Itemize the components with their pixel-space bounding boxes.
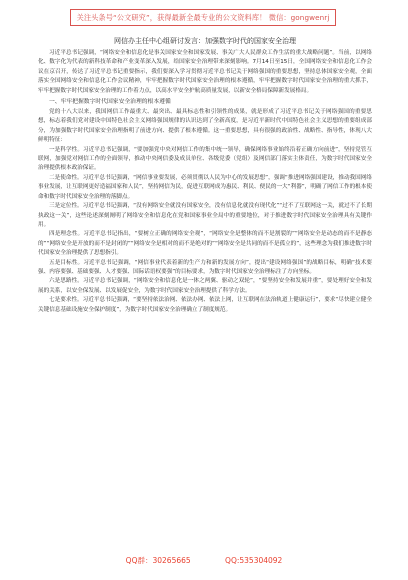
- qq-group-text: QQ群：30265665: [125, 556, 191, 565]
- promo-banner: 关注头条号“公文研究”，获得最新全最专业的公文资料库！ 微信：gongwenrj: [70, 9, 336, 26]
- paragraph: 七是要求性。习近平总书记强调，“要坚持依法治网、依法办网、依法上网，让互联网在法治轨道上健康运行”，要求“尽快建立健全关键信息基础设施安全保护制度”，为数字时代国家安全治理确立了制度规范。: [38, 297, 372, 313]
- contact-footer: [0, 554, 408, 568]
- intro-paragraph: 习近平总书记强调，“网络安全和信息化是事关国家安全和国家发展、事关广大人民群众工作生活的重大战略问题”。当前，以网络化、数字化为代表的新科技革命和产业变革深入发展，给国家安全治理带来深刻影响。7月14日至15日，全国网络安全和信息化工作会议在京召开，传达了习近平总书记重要指示，我们要深入学习贯彻习近平总书记关于网络强国的重要思想，坚持总体国家安全观，全面落实全国网络安全和信息化工作会议精神，牢牢把握数字时代国家安全治理的根本遵循，牢牢把握数字时代国家安全治理的重大抓手，牢牢把握数字时代国家安全治理的工作着力点，以高水平安全护航高质量发展，以新安全格局保障新发展格局。: [38, 50, 372, 94]
- paragraph: 二是使命性。习近平总书记强调，“网信事业要发展，必须贯彻以人民为中心的发展思想”，强调“推进网络强国建设，推动我国网络事业发展，让互联网更好造福国家和人民”，坚持网信为民，促进互联网成为惠民、利民、便民的一大“利器”，明确了网信工作的根本使命和数字时代国家安全治理的落脚点。: [38, 174, 372, 200]
- section-heading-1: 一、牢牢把握数字时代国家安全治理的根本遵循: [49, 99, 171, 106]
- document-title: 网信办主任中心组研讨发言：加强数字时代的国家安全治理: [114, 37, 296, 45]
- paragraph: 党的十八大以来，我国网信工作最重大、最突出、最具标志性和引领性的成果，就是形成了习近平总书记关于网络强国的重要思想，标志着我们党对建设中国特色社会主义网络强国规律的认识达到了全新高度，是习近平新时代中国特色社会主义思想的重要组成部分，为加强数字时代国家安全治理指明了前进方向、提供了根本遵循。这一重要思想，具有很强的政治性、战略性、指导性，体现八大鲜明特征：: [38, 109, 372, 144]
- paragraph: 一是科学性。习近平总书记强调，“要加强党中央对网信工作的集中统一领导，确保网络事业始终沿着正确方向前进”，坚持党管互联网，加强党对网信工作的全面领导，推动中央网信委及成员单位、各级党委（党组）及网信部门落实主体责任，为数字时代国家安全治理提供根本政治保证。: [38, 146, 372, 172]
- paragraph: 六是思路性。习近平总书记强调，“网络安全和信息化是一体之两翼、驱动之双轮”，“要坚持安全和发展并重”，要处理好安全和发展的关系，以安全保发展、以发展促安全，为数字时代国家安全治理提供了科学方法。: [38, 278, 372, 294]
- document-body: [38, 36, 372, 536]
- paragraph: 三是定位性。习近平总书记强调，“没有网络安全就没有国家安全，没有信息化就没有现代化”“过不了互联网这一关，就过不了长期执政这一关”，这些论述深刻阐明了网络安全和信息化在党和国家事业全局中的重要地位，对于推进数字时代国家安全治理具有关键作用。: [38, 203, 372, 228]
- paragraph: 四是理念性。习近平总书记指出，“要树立正确的网络安全观”，“网络安全是整体的而不是割裂的”“网络安全是动态的而不是静态的”“网络安全是开放的而不是封闭的”“网络安全是相对的而不是绝对的”“网络安全是共同的而不是孤立的”，这些理念为我们推进数字时代国家安全治理提供了思想指引。: [38, 231, 372, 257]
- paragraph: 五是目标性。习近平总书记强调，“网信事业代表着新的生产力和新的发展方向”，提出“建设网络强国”的战略目标，明确“技术要强、内容要强、基础要强、人才要强、国际话语权要强”的目标要求，为数字时代国家安全治理标注了方向坐标。: [38, 259, 372, 275]
- qq-contact-text: QQ:535304092: [225, 556, 283, 565]
